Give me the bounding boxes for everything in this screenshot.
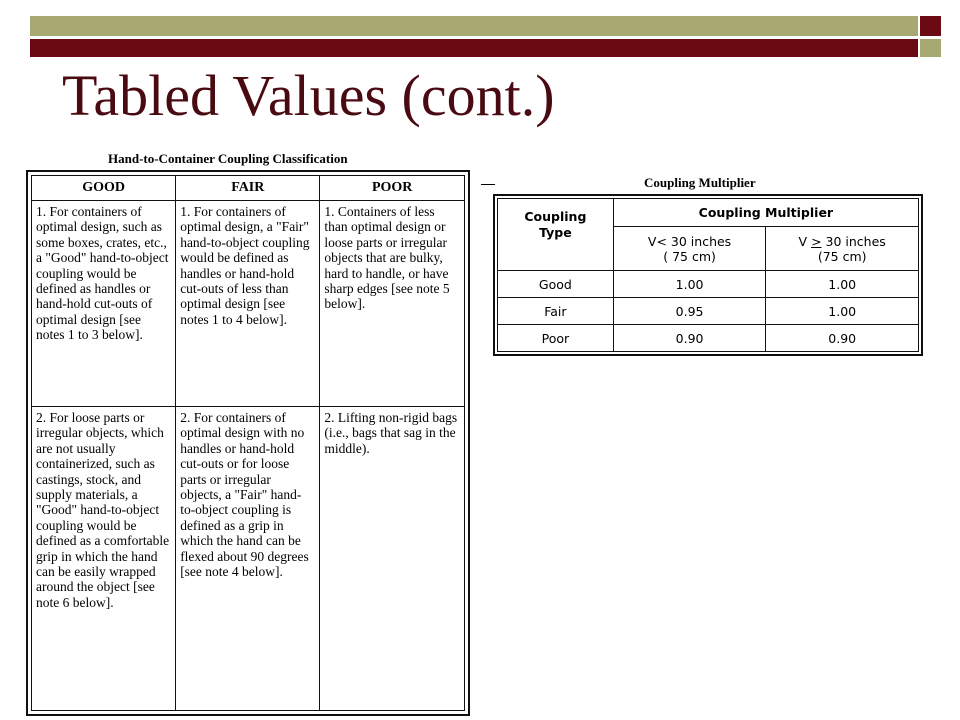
- cell-good-1: 1. For containers of optimal design, such as some boxes, crates, etc., a "Good" hand-to-object coupling would be defined as handles or hand-hold cut-outs of optimal design [see notes 1 to 3 below].: [32, 201, 176, 407]
- fair-v1: 0.95: [613, 298, 766, 325]
- col-v-less-30-line1: V< 30 inches: [647, 233, 732, 249]
- multiplier-header-row: [498, 199, 919, 227]
- header-bar-maroon: [30, 39, 918, 57]
- coupling-type-label: Coupling Type: [524, 209, 587, 240]
- header-square-maroon: [920, 16, 941, 36]
- multiplier-table: [497, 198, 919, 352]
- slide-title: Tabled Values (cont.): [62, 63, 555, 128]
- col-v-less-30-line2: ( 75 cm): [663, 248, 716, 264]
- poor-v1: 0.90: [613, 325, 766, 352]
- cell-fair-2: 2. For containers of optimal design with no handles or hand-hold cut-outs or for loose parts or irregular objects, a "Fair" hand-to-object coupling is defined as a grip in which the hand can be flexed about 90 degrees [see note 4 below].: [176, 407, 320, 711]
- coupling-multiplier-header: Coupling Multiplier: [613, 199, 918, 227]
- table-row: [32, 407, 465, 711]
- cell-fair-1: 1. For containers of optimal design, a "Fair" hand-to-object coupling would be defined as handles or hand-hold cut-outs of less than optimal design [see notes 1 to 4 below].: [176, 201, 320, 407]
- poor-v2: 0.90: [766, 325, 919, 352]
- header-square-olive: [920, 39, 941, 57]
- col-v-gte-30-suffix: 30 inches: [821, 233, 886, 249]
- col-v-gte-30-prefix: V: [798, 233, 812, 249]
- divider-dash: [481, 184, 495, 185]
- cell-poor-2: 2. Lifting non-rigid bags (i.e., bags that sag in the middle).: [320, 407, 465, 711]
- col-v-gte-30-line2: (75 cm): [817, 248, 867, 264]
- classification-header-row: [32, 176, 465, 201]
- header-poor: POOR: [320, 176, 465, 201]
- table-row: [498, 325, 919, 352]
- type-poor: Poor: [498, 325, 614, 352]
- fair-v2: 1.00: [766, 298, 919, 325]
- classification-table-caption: Hand-to-Container Coupling Classification: [108, 151, 348, 166]
- multiplier-table-caption: Coupling Multiplier: [644, 175, 756, 190]
- col-v-gte-30-line1: [766, 234, 918, 249]
- table-row: [498, 298, 919, 325]
- multiplier-table-frame: [493, 194, 923, 356]
- good-v1: 1.00: [613, 271, 766, 298]
- table-row: [32, 201, 465, 407]
- col-v-less-30: [613, 227, 766, 271]
- classification-table: [31, 175, 465, 711]
- header-good: GOOD: [32, 176, 176, 201]
- cell-good-2: 2. For loose parts or irregular objects, which are not usually containerized, such as castings, stock, and supply materials, a "Good" hand-to-object coupling would be defined as a comfortable grip in which the hand can be easily wrapped around the object [see note 6 below].: [32, 407, 176, 711]
- coupling-type-header: [498, 199, 614, 271]
- greater-equal-symbol: >: [811, 233, 822, 249]
- cell-poor-1: 1. Containers of less than optimal design or loose parts or irregular objects that are bulky, hard to handle, or have sharp edges [see note 5 below].: [320, 201, 465, 407]
- header-bar-olive: [30, 16, 918, 36]
- col-v-gte-30: [766, 227, 919, 271]
- good-v2: 1.00: [766, 271, 919, 298]
- type-good: Good: [498, 271, 614, 298]
- type-fair: Fair: [498, 298, 614, 325]
- header-fair: FAIR: [176, 176, 320, 201]
- classification-table-frame: [26, 170, 470, 716]
- table-row: [498, 271, 919, 298]
